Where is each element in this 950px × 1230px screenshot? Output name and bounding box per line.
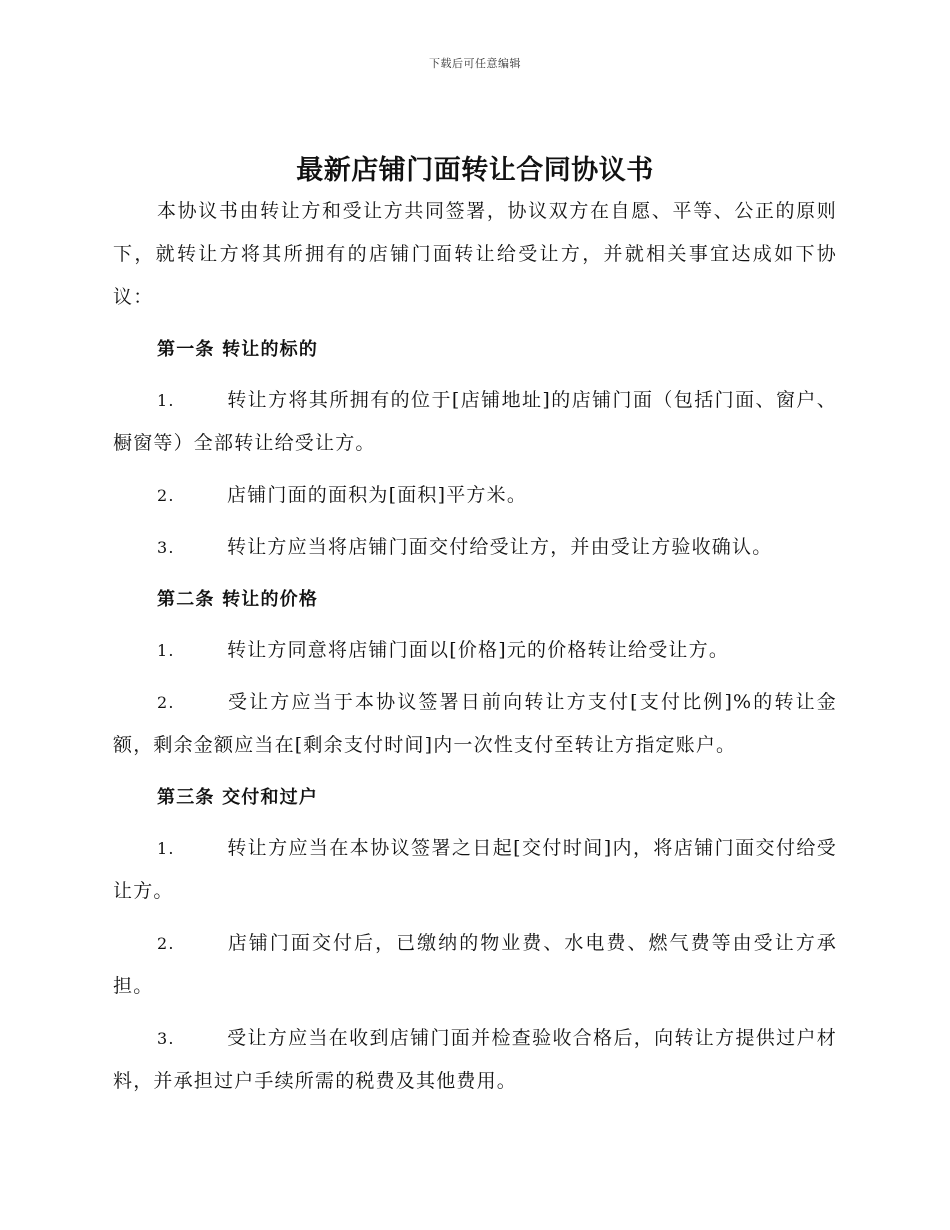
clause-text: 转让方应当将店铺门面交付给受让方，并由受让方验收确认。 [227,536,773,558]
clause-number: 3. [157,538,175,557]
clause-number: 2. [157,486,175,505]
section-2 [113,578,837,767]
clause-text: 受让方应当于本协议签署日前向转让方支付[支付比例]%的转让金额，剩余金额应当在[剩余支付时间]内一次性支付至转让方指定账户。 [113,691,837,756]
clause-number: 3. [157,1029,175,1048]
clause-text: 转让方同意将店铺门面以[价格]元的价格转让给受让方。 [227,639,730,661]
clause-text: 转让方应当在本协议签署之日起[交付时间]内，将店铺门面交付给受让方。 [113,837,837,902]
clause-text: 店铺门面交付后，已缴纳的物业费、水电费、燃气费等由受让方承担。 [113,932,837,997]
clause-text: 店铺门面的面积为[面积]平方米。 [227,484,528,506]
section-3 [113,776,837,1103]
section-heading: 第一条 转让的标的 [157,339,319,360]
clause-item [113,474,837,517]
clause-item [113,629,837,672]
clause-number: 2. [157,693,175,712]
section-heading: 第二条 转让的价格 [157,589,319,610]
clause-item [113,1017,837,1103]
header-note: 下载后可任意编辑 [429,57,521,70]
document-title: 最新店铺门面转让合同协议书 [296,155,654,186]
document-body [113,190,837,1112]
clause-item [113,922,837,1008]
clause-text: 受让方应当在收到店铺门面并检查验收合格后，向转让方提供过户材料，并承担过户手续所需的税费及其他费用。 [113,1027,837,1092]
intro-paragraph: 本协议书由转让方和受让方共同签署，协议双方在自愿、平等、公正的原则下，就转让方将其所拥有的店铺门面转让给受让方，并就相关事宜达成如下协议： [113,200,837,308]
clause-number: 1. [157,391,175,410]
clause-number: 1. [157,641,175,660]
section-heading: 第三条 交付和过户 [157,787,319,808]
clause-text: 转让方将其所拥有的位于[店铺地址]的店铺门面（包括门面、窗户、橱窗等）全部转让给受让方。 [113,389,837,454]
clause-item [113,827,837,913]
clause-item [113,379,837,465]
section-1 [113,328,837,569]
clause-item [113,526,837,569]
clause-number: 1. [157,839,175,858]
clause-item [113,681,837,767]
clause-number: 2. [157,934,175,953]
